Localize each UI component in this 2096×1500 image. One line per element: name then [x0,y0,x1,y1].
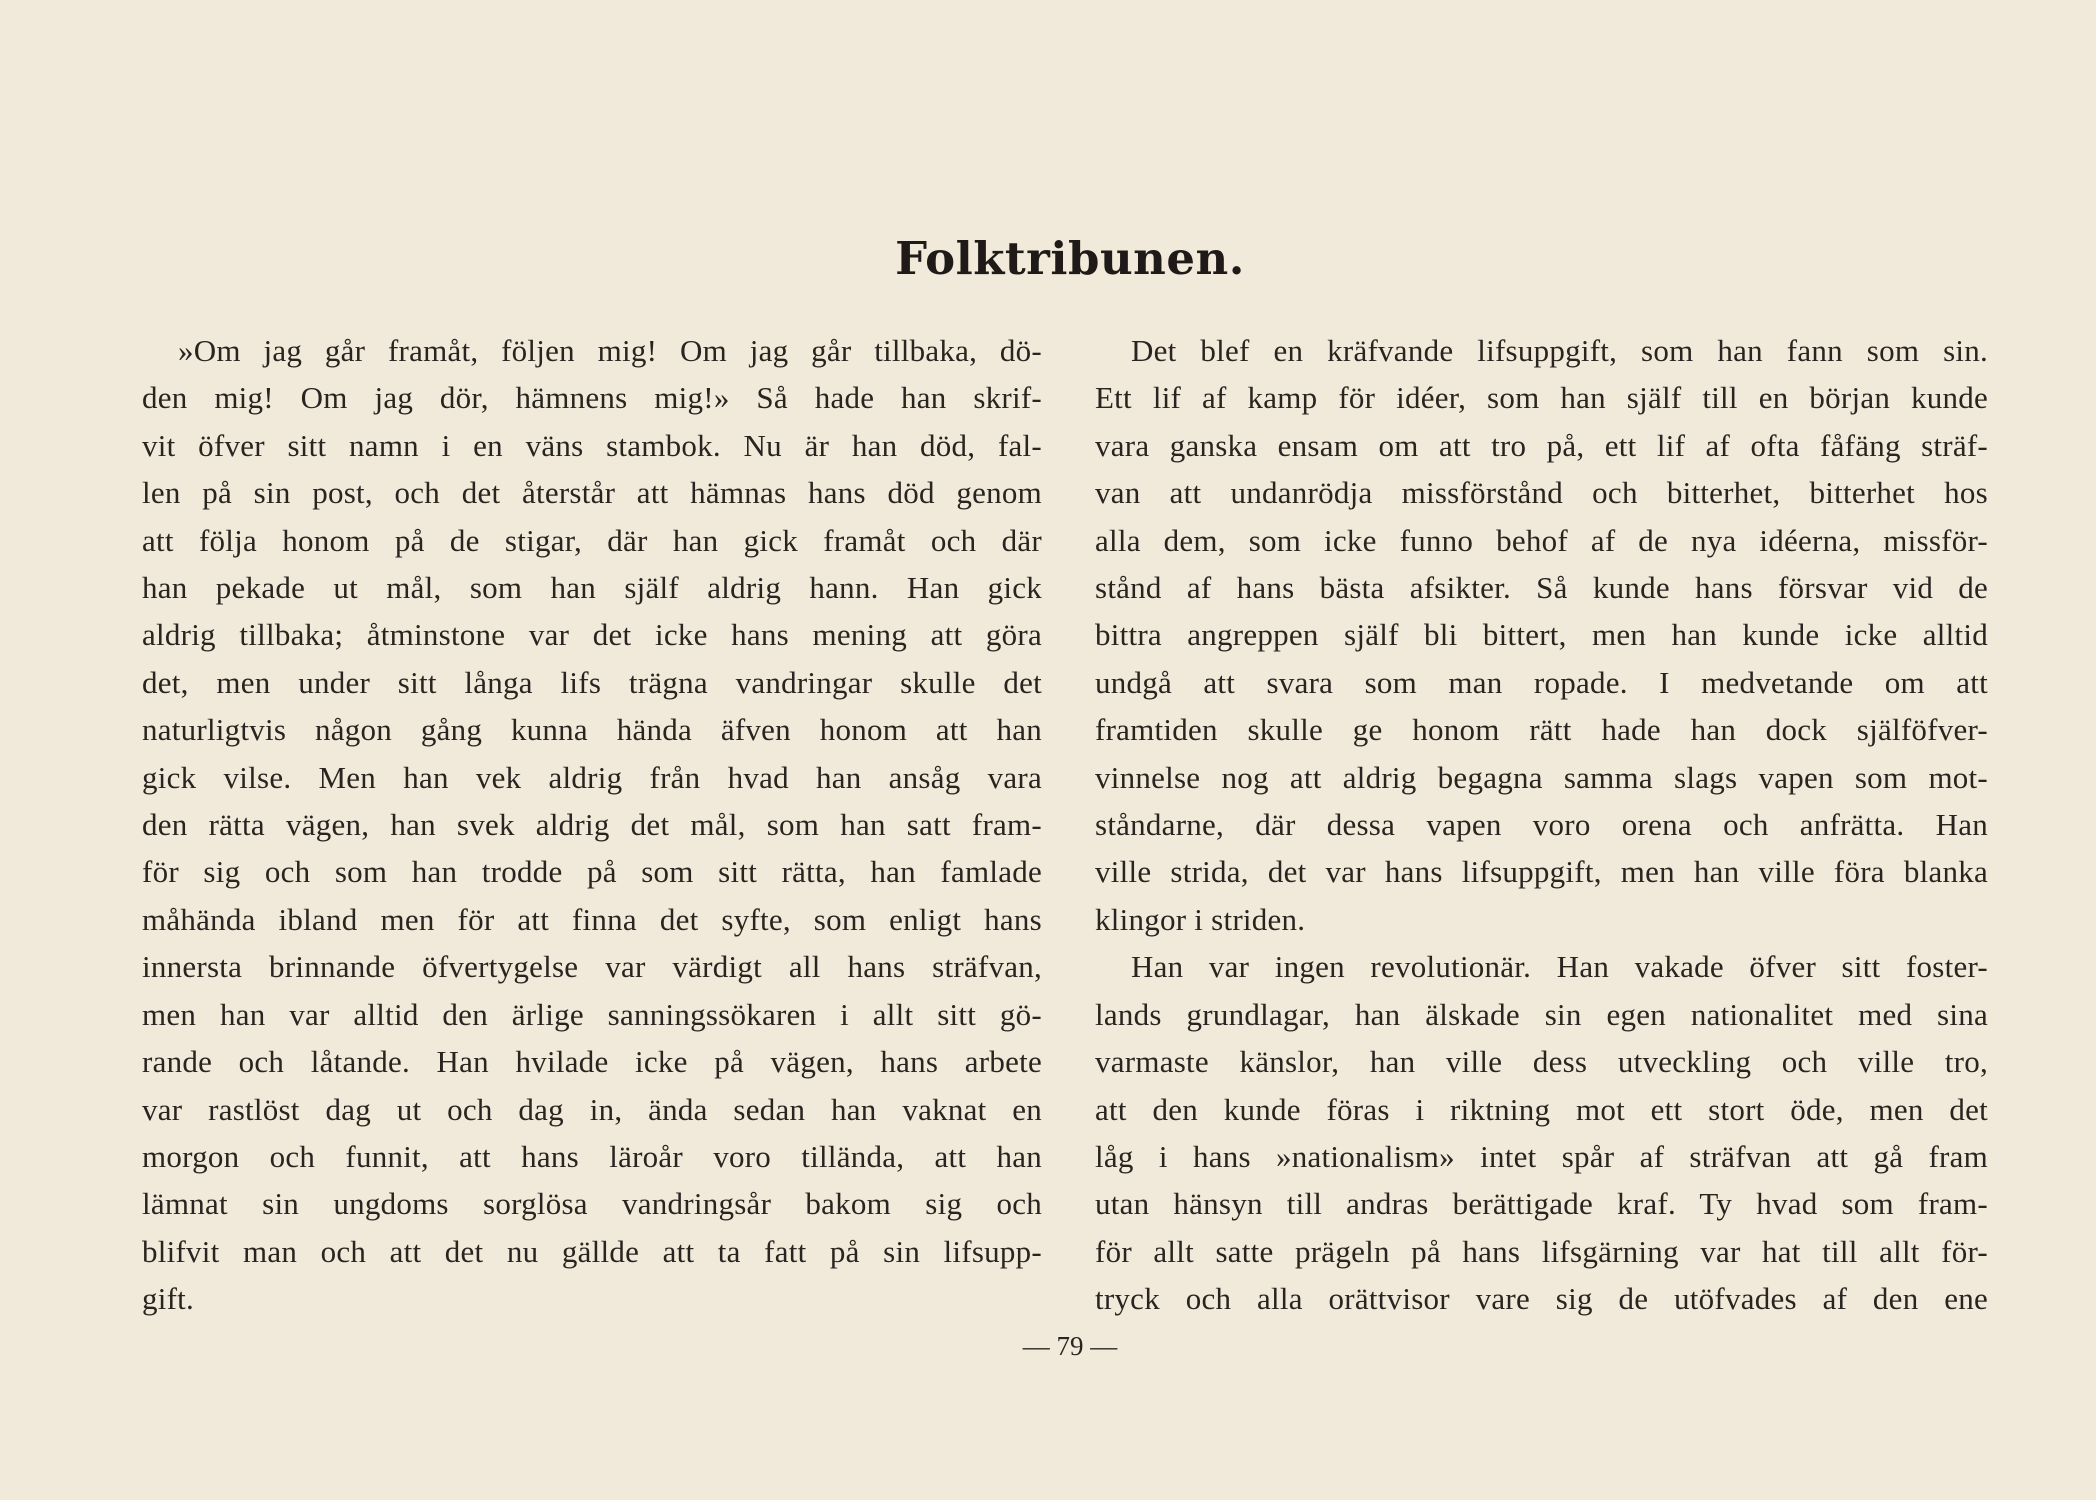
text-line: för allt satte prägeln på hans lifsgärning var hat till allt för- [1095,1233,1988,1269]
text-line: för sig och som han trodde på som sitt rätta, han famlade [142,854,1042,890]
text-line: van att undanrödja missförstånd och bitterhet, bitterhet hos [1095,475,1988,511]
text-line: måhända ibland men för att finna det syfte, som enligt hans [142,901,1042,937]
text-line: blifvit man och att det nu gällde att ta fatt på sin lifsupp- [142,1233,1042,1269]
left-column [142,327,1042,1323]
text-line: rande och låtande. Han hvilade icke på vägen, hans arbete [142,1044,1042,1080]
text-line: alla dem, som icke funno behof af de nya idéerna, missför- [1095,522,1988,558]
text-line: men han var alltid den ärlige sanningssökaren i allt sitt gö- [142,996,1042,1032]
text-line: var rastlöst dag ut och dag in, ända sedan han vaknat en [142,1091,1042,1127]
text-line: bittra angreppen själf bli bittert, men han kunde icke alltid [1095,617,1988,653]
text-line: klingor i striden. [1095,901,1306,937]
text-line: den mig! Om jag dör, hämnens mig!» Så hade han skrif- [142,380,1042,416]
text-line: Han var ingen revolutionär. Han vakade öfver sitt foster- [1131,949,1988,985]
text-line: vinnelse nog att aldrig begagna samma slags vapen som mot- [1095,759,1988,795]
text-line: morgon och funnit, att hans läroår voro tillända, att han [142,1138,1042,1174]
text-line: aldrig tillbaka; åtminstone var det icke hans mening att göra [142,617,1042,653]
page-number: — 79 — [1022,1331,1118,1361]
text-line: att följa honom på de stigar, där han gick framåt och där [142,522,1042,558]
text-line: varmaste känslor, han ville dess utveckling och ville tro, [1095,1044,1988,1080]
right-column [1095,327,1988,1323]
text-line: »Om jag går framåt, följen mig! Om jag går tillbaka, dö- [178,333,1042,368]
text-line: undgå att svara som man ropade. I medvetande om att [1095,664,1988,700]
text-line: stånd af hans bästa afsikter. Så kunde hans försvar vid de [1095,570,1988,606]
text-line: framtiden skulle ge honom rätt hade han dock själföfver- [1095,712,1988,748]
text-line: den rätta vägen, han svek aldrig det mål, som han satt fram- [142,807,1042,843]
text-line: att den kunde föras i riktning mot ett stort öde, men det [1095,1091,1988,1127]
text-line: len på sin post, och det återstår att hämnas hans död genom [142,475,1042,511]
text-line: tryck och alla orättvisor vare sig de utöfvades af den ene [1095,1281,1988,1317]
text-line: naturligtvis någon gång kunna hända äfven honom att han [142,712,1042,748]
text-line: ståndarne, där dessa vapen voro orena och anfrätta. Han [1095,807,1988,843]
text-line: han pekade ut mål, som han själf aldrig hann. Han gick [142,570,1042,606]
text-line: det, men under sitt långa lifs trägna vandringar skulle det [142,664,1042,700]
text-line: innersta brinnande öfvertygelse var värdigt all hans sträfvan, [142,949,1042,985]
text-line: Ett lif af kamp för idéer, som han själf till en början kunde [1095,380,1988,416]
text-line: lands grundlagar, han älskade sin egen nationalitet med sina [1095,996,1988,1032]
text-line: gick vilse. Men han vek aldrig från hvad han ansåg vara [142,759,1042,795]
text-line: låg i hans »nationalism» intet spår af sträfvan att gå fram [1095,1138,1988,1174]
text-line: ville strida, det var hans lifsuppgift, men han ville föra blanka [1095,854,1988,890]
text-line: lämnat sin ungdoms sorglösa vandringsår bakom sig och [142,1186,1042,1222]
text-line: Det blef en kräfvande lifsuppgift, som han fann som sin. [1131,333,1988,368]
text-line: vara ganska ensam om att tro på, ett lif af ofta fåfäng sträf- [1095,427,1988,463]
text-line: gift. [142,1281,195,1317]
text-line: vit öfver sitt namn i en väns stambok. Nu är han död, fal- [142,427,1042,463]
text-line: utan hänsyn till andras berättigade kraf. Ty hvad som fram- [1095,1186,1988,1222]
chapter-title: Folktribunen. [895,232,1245,285]
